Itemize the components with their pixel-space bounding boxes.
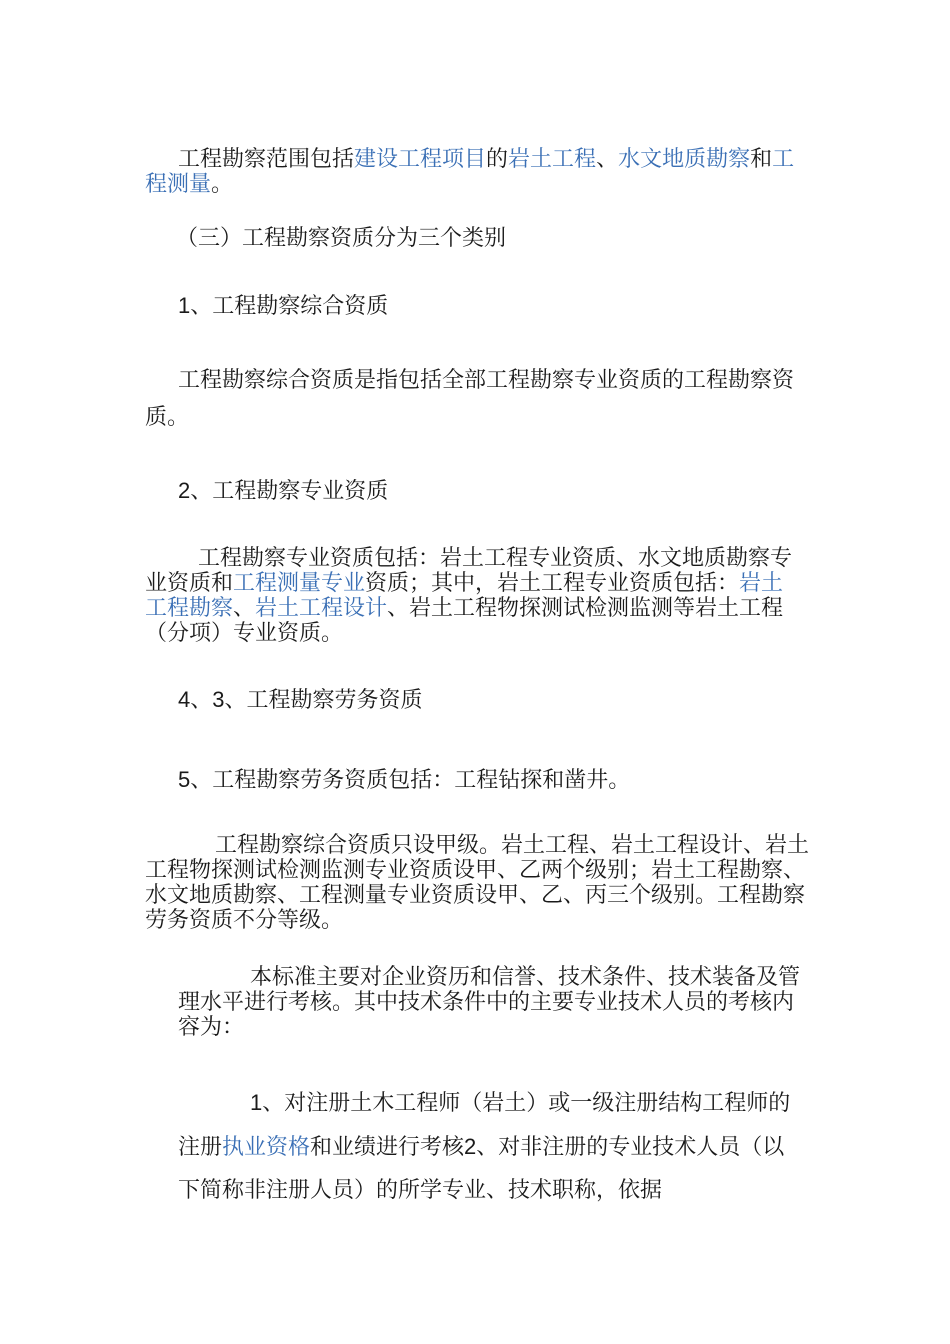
text-segment: 、岩土工程物探测试检测监测等岩土工程（分项）专业资质。 [145, 596, 784, 646]
item-number: 1 [250, 1090, 263, 1115]
text-segment: 师的注册 [178, 1091, 791, 1160]
assessment-standard-paragraph: 本标准主要对企业资历和信誉、技术条件、技术装备及管理水平进行考核。其中技术条件中的主要专业技术人员的考核内容为： [178, 965, 801, 1040]
section-number: 2 [178, 478, 191, 503]
section-heading-labor-scope [178, 767, 838, 793]
text-segment: 工程勘察专业资质包括：岩土工程专业资质、水文地质勘察专业资质和 [145, 546, 793, 596]
link-geotechnical-design[interactable]: 岩土工程设计 [255, 596, 388, 621]
section-title: 、工程勘察综合资质 [190, 294, 389, 319]
text-segment: 和业绩进行考核 [310, 1135, 465, 1160]
qualification-levels-paragraph: 工程勘察综合资质只设甲级。岩土工程、岩土工程设计、岩土工程物探测试检测监测专业资质设甲、乙两个级别；岩土工程勘察、水文地质勘察、工程测量专业资质设甲、乙、丙三个级别。工程勘察劳务资质不分等级。 [145, 833, 810, 933]
section-heading-professional [178, 478, 838, 504]
section-heading-comprehensive [178, 293, 838, 319]
text-segment: 、对非注册的专业技术人员（以下简称非注册人员）的所学专业、技术职称，依据 [178, 1135, 785, 1203]
item-number: 2 [464, 1134, 477, 1159]
scope-paragraph [145, 147, 805, 197]
section-number: 4、3 [178, 687, 225, 712]
section-title: 、工程勘察劳务资质包括：工程钻探和凿井。 [190, 768, 631, 793]
categories-heading: （三）工程勘察资质分为三个类别 [176, 226, 507, 251]
link-engineering-survey[interactable]: 工程测量 [145, 147, 795, 197]
professional-scope-paragraph [145, 546, 795, 646]
text-segment: 。 [211, 172, 234, 197]
link-geotechnical-engineering[interactable]: 岩土工程 [508, 147, 597, 172]
personnel-assessment-paragraph [178, 1081, 803, 1212]
text-segment: 、对注册土木工程师（岩土）或一级注册结构工程 [262, 1091, 747, 1116]
section-title: 、工程勘察劳务资质 [224, 688, 423, 713]
link-engineering-survey-professional[interactable]: 工程测量专业 [233, 571, 366, 596]
link-practice-qualification[interactable]: 执业资格 [222, 1135, 311, 1160]
section-title: 、工程勘察专业资质 [190, 479, 389, 504]
section-number: 5 [178, 767, 191, 792]
text-segment: 、 [596, 147, 619, 172]
text-segment: 的 [486, 147, 509, 172]
text-segment: 资质；其中，岩土工程专业资质包括： [365, 571, 740, 596]
link-geotechnical-survey[interactable]: 岩土工程勘察 [145, 571, 784, 621]
link-construction-project[interactable]: 建设工程项目 [354, 147, 487, 172]
text-segment: 、 [233, 596, 256, 621]
comprehensive-definition-paragraph: 工程勘察综合资质是指包括全部工程勘察专业资质的工程勘察资质。 [145, 368, 795, 430]
section-heading-labor [178, 687, 838, 713]
text-segment: 和 [750, 147, 773, 172]
text-segment: 工程勘察范围包括 [178, 147, 355, 172]
section-number: 1 [178, 293, 191, 318]
link-hydrogeological-survey[interactable]: 水文地质勘察 [618, 147, 751, 172]
